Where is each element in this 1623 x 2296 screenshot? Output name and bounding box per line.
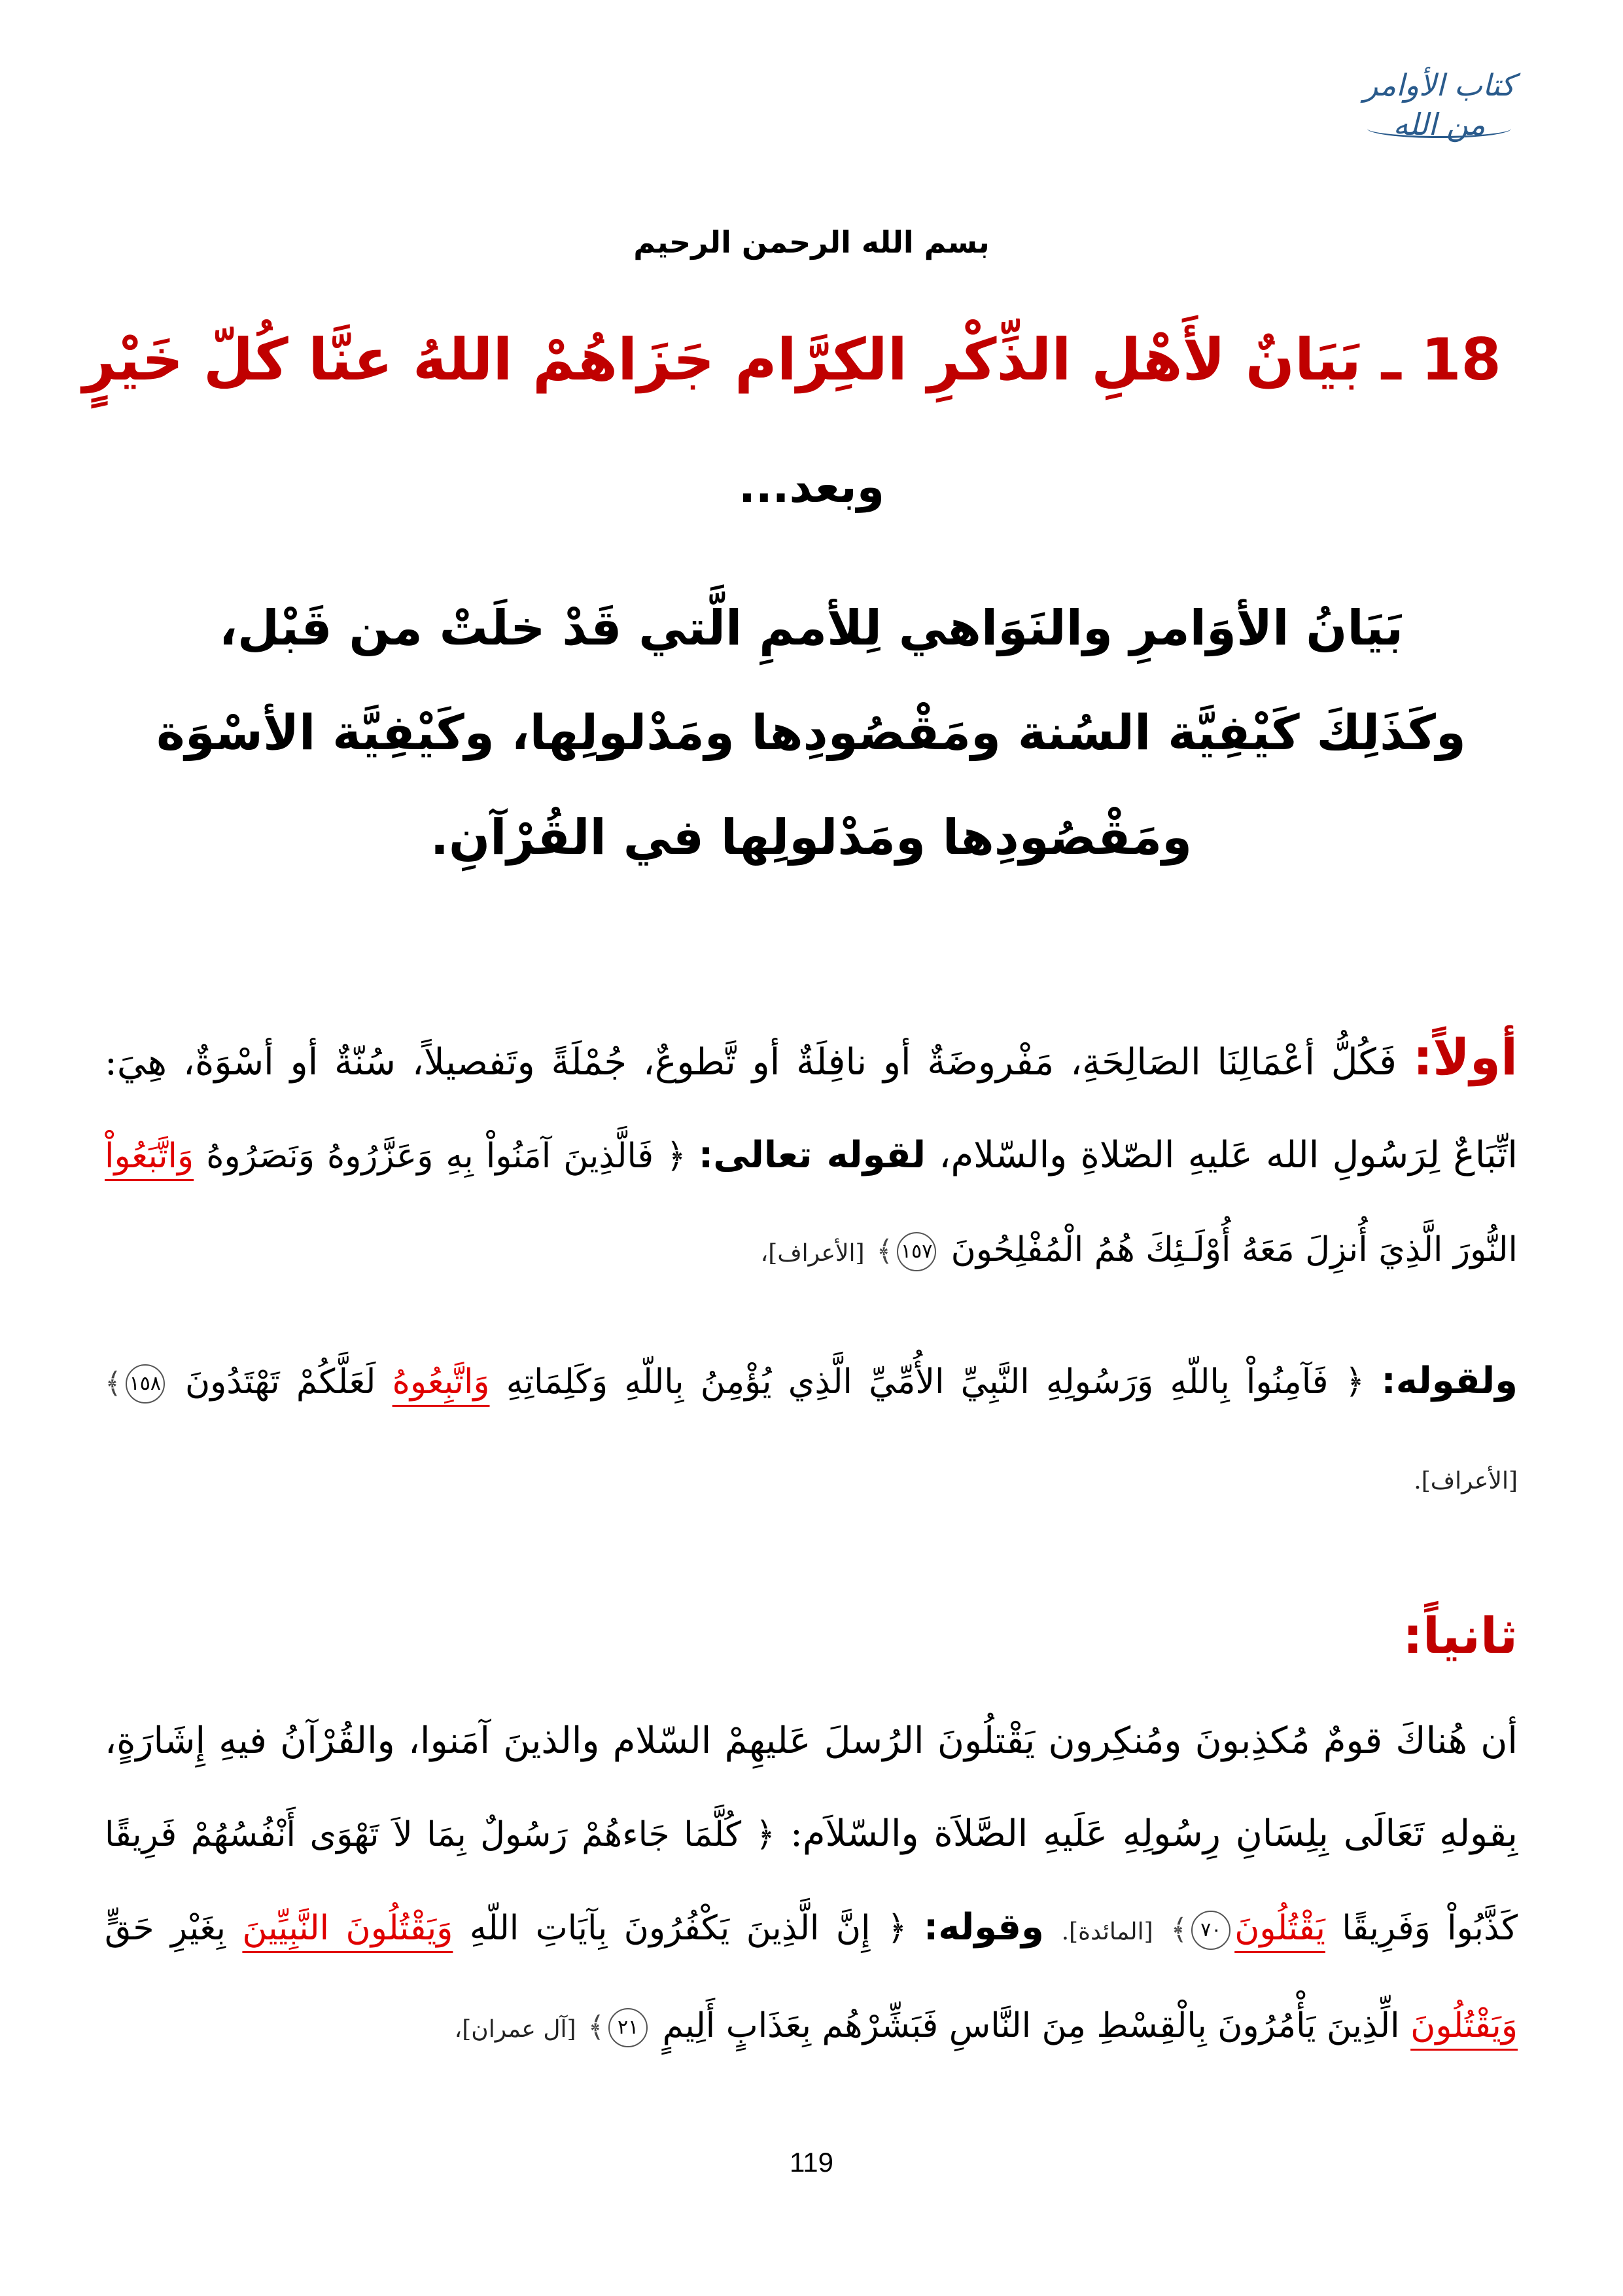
after-title: وبعد...	[739, 461, 884, 513]
verse-1-text-a: ﴿ فَالَّذِينَ آمَنُواْ بِهِ وَعَزَّرُوهُ وَنَصَرُوهُ	[194, 1137, 699, 1176]
verse-1-lead: لقوله تعالى:	[698, 1134, 926, 1176]
verse-1-highlight: وَاتَّبَعُواْ	[105, 1137, 194, 1176]
verse-1-number: ١٥٧	[897, 1232, 936, 1271]
section-1-heading: أولاً:	[1412, 1028, 1518, 1086]
chapter-separator: ـ	[1381, 326, 1401, 393]
basmala: بسم الله الرحمن الرحيم	[633, 224, 990, 260]
verse-4-close-ornament: ﴾	[587, 2011, 605, 2044]
verse-1-close-ornament: ﴾	[876, 1235, 894, 1268]
page-number: 119	[790, 2147, 833, 2178]
verse-1-reference: [الأعراف]،	[760, 1240, 865, 1267]
verse-4-reference: [آل عمران]،	[454, 2016, 576, 2043]
chapter-title	[79, 321, 1505, 399]
verse-4-text-c: الِّذِينَ يَأْمُرُونَ بِالْقِسْطِ مِنَ النَّاسِ فَبَشِّرْهُم بِعَذَابٍ أَلِيمٍ	[652, 2006, 1411, 2045]
chapter-number: 18	[1421, 326, 1501, 393]
verse-3-reference: [المائدة].	[1061, 1918, 1153, 1945]
section-1-paragraph-2	[105, 1335, 1518, 1528]
verse-3-close-ornament: ﴾	[1170, 1913, 1188, 1947]
header-swash-decoration	[1367, 119, 1511, 138]
section-2-paragraph	[105, 1695, 1518, 2076]
verse-1-text-b: النُّورَ الَّذِيَ أُنزِلَ مَعَهُ أُوْلَـئِكَ هُمُ الْمُفْلِحُونَ	[940, 1230, 1518, 1269]
section-2-text: أن هُناكَ قومٌ مُكذِبونَ ومُنكِرون يَقْتلُونَ الرُسلَ عَليهِمْ السّلام والذينَ آمَنوا، والقُرْآنُ فيهِ إِشَارَةٍ، بِقولهِ تَعَالَى بِلِسَانِ رِسُولِهِ عَلَيهِ الصَّلاَة والسّلاَم:	[105, 1720, 1518, 1855]
verse-4-highlight-2: وَيَقْتُلُونَ	[1410, 2006, 1518, 2045]
verse-2-lead: ولقوله:	[1381, 1360, 1518, 1402]
verse-2-close-ornament: ﴾	[105, 1367, 122, 1400]
verse-2-highlight: وَاتَّبِعُوهُ	[392, 1362, 490, 1402]
verse-2-number: ١٥٨	[126, 1364, 165, 1404]
verse-2-text-a: ﴿ فَآمِنُواْ بِاللّهِ وَرَسُولِهِ النَّبِيِّ الأُمِّيِّ الَّذِي يُؤْمِنُ بِاللّهِ وَكَلِمَاتِهِ	[489, 1362, 1382, 1402]
chapter-title-text: بَيَانٌ لأَهْلِ الذِّكْرِ الكِرَّام جَزَاهُمْ اللهُ عنَّا كُلّ خَيْرٍ	[82, 326, 1361, 393]
verse-2-text-b: لَعَلَّكُمْ تَهْتَدُونَ	[168, 1362, 393, 1402]
verse-4-text-b: بِغَيْرِ حَقٍّ	[105, 1909, 243, 1948]
section-1-text: فَكُلُّ أعْمَالِنَا الصَالِحَةِ، مَفْروضَةٌ أو نافِلَةٌ أو تَّطوعٌ، جُمْلَةً وتَفصيلاً، سُنّةٌ أو أسْوَةٌ، هِيَ: اتِّبَاعٌ لِرَسُولِ الله عَليهِ الصّلاةِ والسّلام،	[105, 1041, 1518, 1176]
verse-3-text-a: ﴿ كُلَّمَا جَاءهُمْ رَسُولٌ بِمَا لاَ تَهْوَى أَنْفُسُهُمْ فَرِيقًا كَذَّبُواْ وَفَرِيقًا	[105, 1815, 1518, 1948]
book-header-mark	[1341, 65, 1537, 144]
verse-4-number: ٢١	[608, 2008, 648, 2047]
verse-2-reference: [الأعراف].	[1414, 1468, 1518, 1494]
section-2-heading: ثانياً:	[1403, 1606, 1518, 1665]
verse-3-number: ٧٠	[1191, 1911, 1230, 1950]
verse-4-text-a: ﴿ إِنَّ الَّذِينَ يَكْفُرُونَ بِآيَاتِ اللّهِ	[453, 1909, 924, 1948]
section-1-paragraph	[105, 1011, 1518, 1300]
verse-3-highlight: يَقْتُلُونَ	[1234, 1909, 1325, 1948]
book-header-text: كتاب الأوامر من الله	[1363, 67, 1515, 142]
verse-4-highlight-1: وَيَقْتُلُونَ النَّبِيِّينَ	[242, 1909, 453, 1948]
intro-paragraph: بَيَانُ الأوَامرِ والنَوَاهي لِلأممِ الَّتي قَدْ خلَتْ من قَبْل، وكَذَلِكَ كَيْفِيَّة السُنة ومَقْصُودِها ومَدْلولِها، وكَيْفِيَّة الأسْوَة ومَقْصُودِها ومَدْلولِها في القُرْآنِ.	[156, 600, 1466, 866]
verse-4-lead: وقوله:	[923, 1906, 1044, 1949]
